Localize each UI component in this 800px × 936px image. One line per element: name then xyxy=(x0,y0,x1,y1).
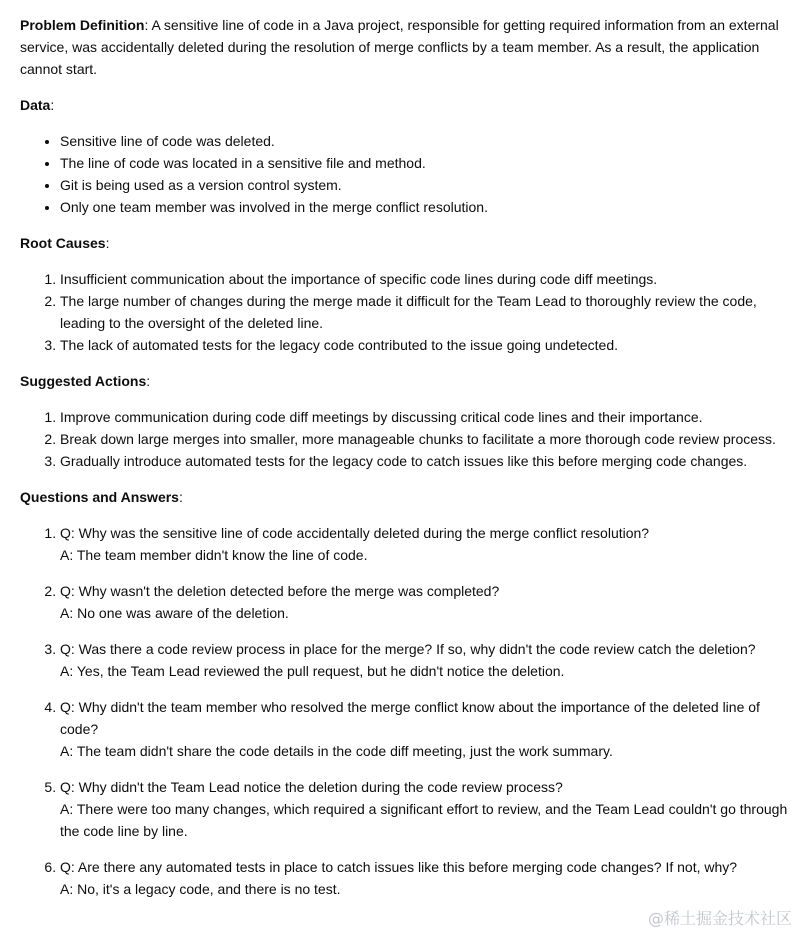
qa-list xyxy=(20,522,790,900)
root-causes-list xyxy=(20,268,790,356)
qa-item xyxy=(60,696,790,762)
suggested-actions-list xyxy=(20,406,790,472)
watermark: @稀土掘金技术社区 xyxy=(647,909,792,928)
data-separator: : xyxy=(50,97,55,113)
qa-question: 5. Q: Why didn't the Team Lead notice the deletion during the code review process? xyxy=(60,779,563,795)
root-causes-heading xyxy=(20,232,790,254)
qa-question: 2. Q: Why wasn't the deletion detected before the merge was completed? xyxy=(60,583,500,599)
data-list-item: • Sensitive line of code was deleted. xyxy=(60,130,790,152)
qa-answer: A: No one was aware of the deletion. xyxy=(60,605,289,621)
qa-question: 4. Q: Why didn't the team member who resolved the merge conflict know about the importance of the deleted line of code? xyxy=(60,699,760,737)
qa-answer: A: The team member didn't know the line of code. xyxy=(60,547,368,563)
qa-label: Questions and Answers xyxy=(20,489,179,505)
root-cause-item: 1. Insufficient communication about the importance of specific code lines during code diff meetings. xyxy=(60,268,790,290)
qa-item xyxy=(60,580,790,624)
qa-question: 3. Q: Was there a code review process in place for the merge? If so, why didn't the code review catch the deletion? xyxy=(60,641,756,657)
data-list-item: • Git is being used as a version control system. xyxy=(60,174,790,196)
qa-item xyxy=(60,522,790,566)
problem-definition-text: A sensitive line of code in a Java project, responsible for getting required information from an external service, was accidentally deleted during the resolution of merge conflicts by a team member. As a result, the application cannot start. xyxy=(20,17,779,77)
qa-answer: A: There were too many changes, which required a significant effort to review, and the Team Lead couldn't go through the code line by line. xyxy=(60,801,788,839)
document xyxy=(20,14,790,914)
data-heading xyxy=(20,94,790,116)
problem-definition-label: Problem Definition xyxy=(20,17,145,33)
data-list-item: • The line of code was located in a sensitive file and method. xyxy=(60,152,790,174)
qa-heading xyxy=(20,486,790,508)
qa-item xyxy=(60,856,790,900)
qa-item xyxy=(60,638,790,682)
qa-separator: : xyxy=(178,489,183,505)
root-cause-item: 3. The lack of automated tests for the legacy code contributed to the issue going undetected. xyxy=(60,334,790,356)
qa-answer: A: No, it's a legacy code, and there is no test. xyxy=(60,881,341,897)
problem-definition-separator: : xyxy=(144,17,152,33)
qa-answer: A: Yes, the Team Lead reviewed the pull request, but he didn't notice the deletion. xyxy=(60,663,565,679)
problem-definition xyxy=(20,14,790,80)
qa-question: 6. Q: Are there any automated tests in place to catch issues like this before merging code changes? If not, why? xyxy=(60,859,738,875)
qa-item xyxy=(60,776,790,842)
data-list xyxy=(20,130,790,218)
suggested-actions-heading xyxy=(20,370,790,392)
data-list-item: • Only one team member was involved in the merge conflict resolution. xyxy=(60,196,790,218)
suggested-action-item: 3. Gradually introduce automated tests for the legacy code to catch issues like this before merging code changes. xyxy=(60,450,790,472)
suggested-actions-separator: : xyxy=(146,373,151,389)
root-causes-separator: : xyxy=(105,235,110,251)
root-cause-item: 2. The large number of changes during the merge made it difficult for the Team Lead to thoroughly review the code, leading to the oversight of the deleted line. xyxy=(60,290,790,334)
data-label: Data xyxy=(20,97,51,113)
qa-question: 1. Q: Why was the sensitive line of code accidentally deleted during the merge conflict resolution? xyxy=(60,525,650,541)
suggested-actions-label: Suggested Actions xyxy=(20,373,147,389)
suggested-action-item: 1. Improve communication during code diff meetings by discussing critical code lines and their importance. xyxy=(60,406,790,428)
suggested-action-item: 2. Break down large merges into smaller, more manageable chunks to facilitate a more thorough code review process. xyxy=(60,428,790,450)
root-causes-label: Root Causes xyxy=(20,235,106,251)
qa-answer: A: The team didn't share the code details in the code diff meeting, just the work summary. xyxy=(60,743,613,759)
